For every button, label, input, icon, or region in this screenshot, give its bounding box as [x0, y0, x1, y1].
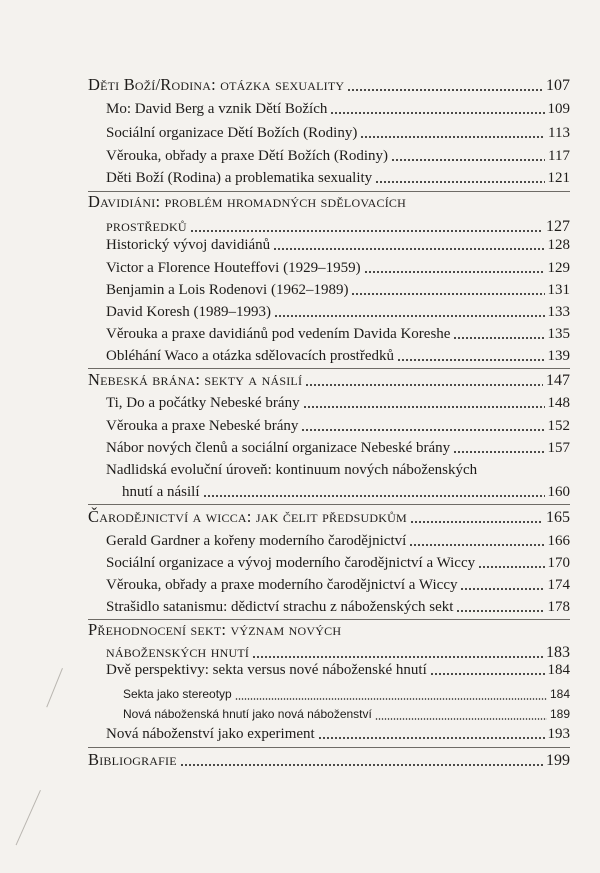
toc-page-number: 107: [546, 77, 570, 94]
toc-entry-title: Sociální organizace a vývoj moderního čarodějnictví a Wiccy: [106, 555, 476, 571]
toc-entry-title: Děti Boží (Rodina) a problematika sexuality: [106, 170, 373, 186]
toc-section-entry: [106, 575, 570, 595]
toc-entry-title: Věrouka a praxe Nebeské brány: [106, 418, 299, 434]
dot-leader: [351, 293, 544, 295]
toc-page-number: 184: [547, 662, 570, 678]
toc-entry-title-line1: Nadlidská evoluční úroveň: kontinuum nových náboženských: [106, 462, 478, 478]
toc-page-number: 193: [547, 726, 570, 742]
toc-entry-title: Věrouka a praxe davidiánů pod vedením Davida Koreshe: [106, 326, 451, 342]
dot-leader: [375, 718, 547, 720]
toc-page-number: 174: [547, 577, 570, 593]
toc-entry-title: Sociální organizace Dětí Božích (Rodiny): [106, 125, 358, 141]
toc-section-entry: [106, 531, 570, 551]
toc-entry-title: Strašidlo satanismu: dědictví strachu z náboženských sekt: [106, 599, 454, 615]
toc-section-entry: [106, 416, 570, 436]
toc-section-entry: [106, 724, 570, 744]
toc-entry-title: Sekta jako stereotyp: [123, 687, 232, 701]
dot-leader: [273, 248, 544, 250]
dot-leader: [430, 673, 545, 675]
dot-leader: [203, 495, 545, 497]
toc-section-entry: [106, 597, 570, 617]
toc-entry-title: Nová náboženství jako experiment: [106, 726, 315, 742]
toc-page-number: 113: [548, 125, 570, 141]
toc-entry-title: Děti Boží/Rodina: otázka sexuality: [88, 75, 345, 94]
toc-subsection-entry: [123, 704, 570, 724]
section-divider: [88, 747, 570, 748]
toc-section-entry: [106, 660, 570, 680]
toc-page-number: 128: [547, 237, 570, 253]
dot-leader: [330, 112, 544, 114]
toc-chapter-entry: [88, 507, 570, 528]
toc-section-entry: [106, 438, 570, 458]
toc-section-entry: [106, 258, 570, 278]
toc-page-number: 184: [549, 687, 570, 701]
toc-page-number: 189: [549, 707, 570, 721]
dot-leader: [375, 181, 544, 183]
dot-leader: [252, 656, 543, 658]
toc-entry-title: Gerald Gardner a kořeny moderního čarodějnictví: [106, 533, 407, 549]
toc-chapter-entry: [88, 370, 570, 391]
dot-leader: [180, 764, 543, 766]
toc-page-number: 121: [547, 170, 570, 186]
toc-entry-title: Mo: David Berg a vznik Dětí Božích: [106, 101, 328, 117]
toc-page-number: 183: [546, 644, 570, 661]
dot-leader: [391, 159, 545, 161]
toc-entry-title: Ti, Do a počátky Nebeské brány: [106, 395, 300, 411]
toc-entry-title-line2: prostředků: [106, 216, 187, 235]
toc-entry-title: Bibliografie: [88, 750, 177, 769]
toc-page-number: 133: [547, 304, 570, 320]
toc-page-number: 135: [547, 326, 570, 342]
toc-page-number: 147: [546, 372, 570, 389]
toc-chapter-entry: [88, 75, 570, 96]
toc-page-number: 148: [547, 395, 570, 411]
toc-chapter-entry: [88, 192, 570, 237]
toc-entry-title: David Koresh (1989–1993): [106, 304, 271, 320]
toc-subsection-entry: [123, 684, 570, 704]
toc-section-entry: [106, 302, 570, 322]
toc-page-number: 152: [547, 418, 570, 434]
toc-page-number: 199: [546, 752, 570, 769]
toc-section-entry: [106, 553, 570, 573]
toc-section-entry: [106, 460, 570, 502]
dot-leader: [360, 136, 545, 138]
dot-leader: [453, 337, 544, 339]
toc-page-number: 127: [546, 218, 570, 235]
toc-page-number: 157: [547, 440, 570, 456]
toc-entry-title-line1: Davidiáni: problém hromadných sdělovacích: [88, 192, 406, 211]
toc-section-entry: [106, 280, 570, 300]
pencil-mark: [16, 790, 41, 845]
pencil-mark: [46, 668, 63, 707]
dot-leader: [190, 230, 543, 232]
toc-page-number: 109: [547, 101, 570, 117]
toc-chapter-entry: [88, 620, 570, 663]
dot-leader: [364, 271, 545, 273]
toc-page-number: 129: [547, 260, 570, 276]
dot-leader: [460, 588, 544, 590]
toc-entry-title-line2: náboženských hnutí: [106, 642, 250, 661]
dot-leader: [397, 359, 545, 361]
dot-leader: [410, 521, 543, 523]
dot-leader: [305, 384, 543, 386]
dot-leader: [347, 89, 543, 91]
toc-entry-title: Historický vývoj davidiánů: [106, 237, 271, 253]
dot-leader: [478, 566, 544, 568]
toc-chapter-entry: [88, 750, 570, 771]
toc-entry-title: Benjamin a Lois Rodenovi (1962–1989): [106, 282, 349, 298]
dot-leader: [274, 315, 545, 317]
dot-leader: [456, 610, 544, 612]
toc-page-number: 139: [547, 348, 570, 364]
dot-leader: [301, 429, 544, 431]
dot-leader: [235, 698, 547, 700]
toc-page-number: 170: [547, 555, 570, 571]
dot-leader: [303, 406, 545, 408]
toc-entry-title-line2: hnutí a násilí: [122, 484, 200, 500]
toc-entry-title: Dvě perspektivy: sekta versus nové náboženské hnutí: [106, 662, 427, 678]
toc-section-entry: [106, 346, 570, 366]
toc-section-entry: [106, 393, 570, 413]
toc-section-entry: [106, 99, 570, 119]
toc-section-entry: [106, 123, 570, 143]
toc-page-number: 160: [547, 484, 570, 500]
toc-entry-title: Nebeská brána: sekty a násilí: [88, 370, 303, 389]
toc-page-number: 117: [548, 148, 570, 164]
toc-section-entry: [106, 146, 570, 166]
dot-leader: [409, 544, 544, 546]
toc-page-number: 131: [547, 282, 570, 298]
toc-section-entry: [106, 324, 570, 344]
dot-leader: [453, 451, 544, 453]
toc-entry-title: Čarodějnictví a wicca: jak čelit předsudkům: [88, 507, 407, 526]
toc-page-number: 178: [547, 599, 570, 615]
toc-entry-title: Věrouka, obřady a praxe moderního čarodějnictví a Wiccy: [106, 577, 458, 593]
section-divider: [88, 368, 570, 369]
toc-section-entry: [106, 168, 570, 188]
toc-section-entry: [106, 235, 570, 255]
toc-entry-title: Victor a Florence Houteffovi (1929–1959): [106, 260, 361, 276]
toc-entry-title: Věrouka, obřady a praxe Dětí Božích (Rodiny): [106, 148, 388, 164]
dot-leader: [318, 737, 545, 739]
toc-entry-title: Nová náboženská hnutí jako nová náboženství: [123, 707, 372, 721]
toc-entry-title: Obléhání Waco a otázka sdělovacích prostředků: [106, 348, 394, 364]
toc-page-number: 165: [546, 509, 570, 526]
toc-entry-title-line1: Přehodnocení sekt: význam nových: [88, 620, 342, 639]
toc-entry-title: Nábor nových členů a sociální organizace Nebeské brány: [106, 440, 451, 456]
section-divider: [88, 504, 570, 505]
toc-page-number: 166: [547, 533, 570, 549]
